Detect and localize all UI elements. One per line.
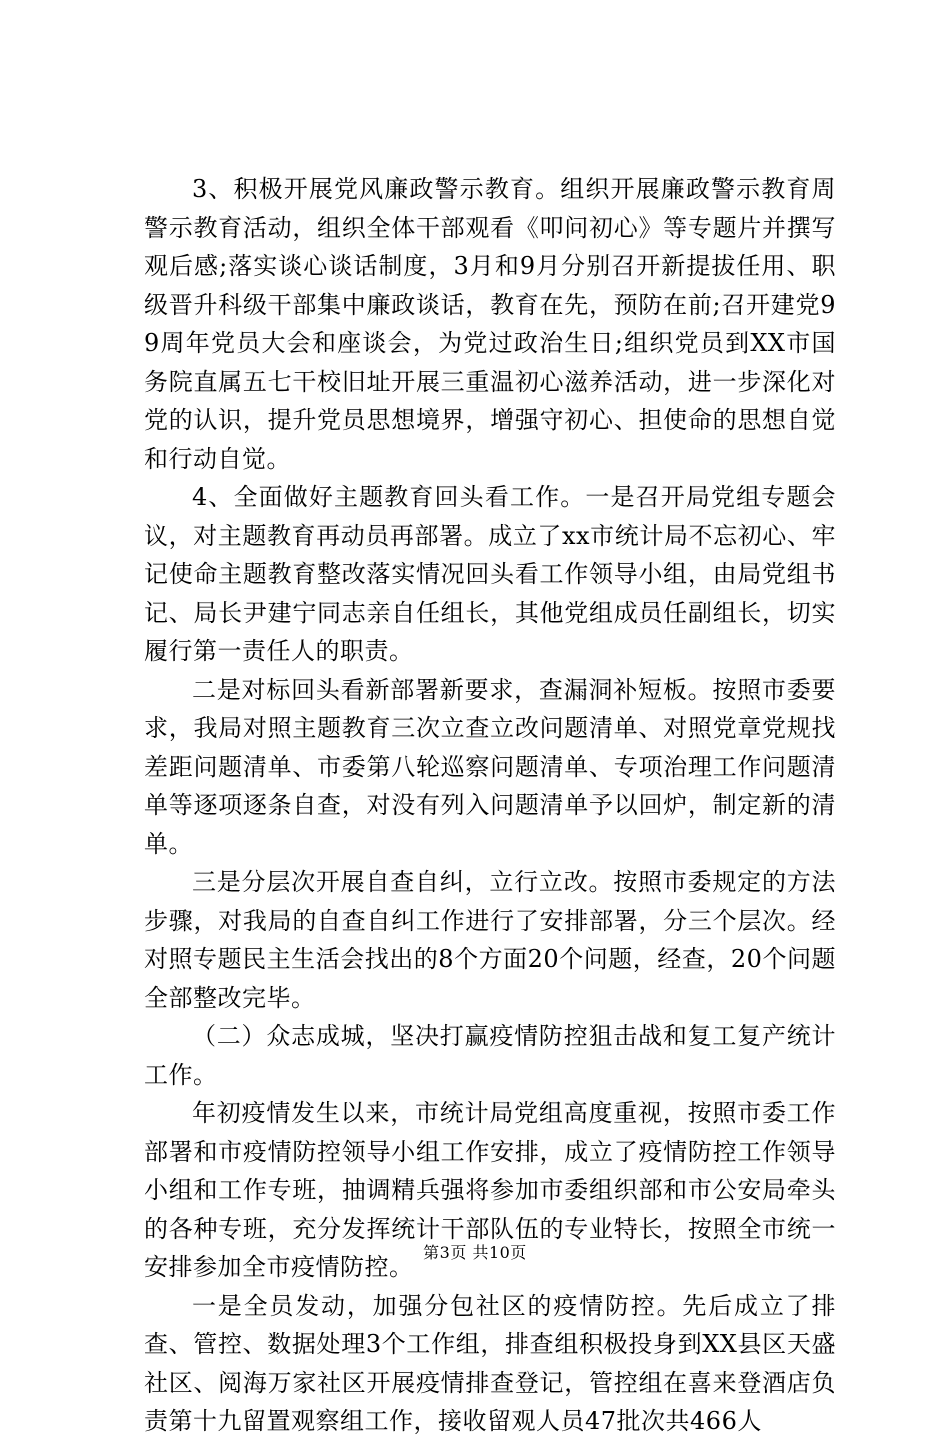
paragraph-epidemic-overview: 年初疫情发生以来，市统计局党组高度重视，按照市委工作部署和市疫情防控领导小组工作安排，成立了疫情防控工作领导小组和工作专班，抽调精兵强将参加市委组织部和市公安局牵头的各种专班，充分发挥统计干部队伍的专业特长，按照全市统一安排参加全市疫情防控。 — [144, 1099, 836, 1281]
paragraph-self-inspection: 三是分层次开展自查自纠，立行立改。按照市委规定的方法步骤，对我局的自查自纠工作进行了安排部署，分三个层次。经对照专题民主生活会找出的8个方面20个问题，经查，20个问题全部整改完毕。 — [144, 868, 836, 1012]
page-number: 第3页 共10页 — [423, 1243, 527, 1262]
paragraph-warning-education: 3、积极开展党风廉政警示教育。组织开展廉政警示教育周警示教育活动，组织全体干部观看《叩问初心》等专题片并撰写观后感;落实谈心谈话制度，3月和9月分别召开新提拔任用、职级晋升科级干部集中廉政谈话，教育在先，预防在前;召开建党99周年党员大会和座谈会，为党过政治生日;组织党员到XX市国务院直属五七干校旧址开展三重温初心滋养活动，进一步深化对党的认识，提升党员思想境界，增强守初心、担使命的思想自觉和行动自觉。 — [144, 175, 836, 473]
paragraph-community-control: 一是全员发动，加强分包社区的疫情防控。先后成立了排查、管控、数据处理3个工作组，排查组积极投身到XX县区天盛社区、阅海万家社区开展疫情排查登记，管控组在喜来登酒店负责第十九留置观察组工作，接收留观人员47批次共466人 — [144, 1291, 836, 1435]
paragraph-theme-education-review: 4、全面做好主题教育回头看工作。一是召开局党组专题会议，对主题教育再动员再部署。成立了xx市统计局不忘初心、牢记使命主题教育整改落实情况回头看工作领导小组，由局党组书记、局长尹建宁同志亲自任组长，其他党组成员任副组长，切实履行第一责任人的职责。 — [144, 483, 836, 665]
paragraph-benchmark-review: 二是对标回头看新部署新要求，查漏洞补短板。按照市委要求，我局对照主题教育三次立查立改问题清单、对照党章党规找差距问题清单、市委第八轮巡察问题清单、专项治理工作问题清单等逐项逐条自查，对没有列入问题清单予以回炉，制定新的清单。 — [144, 675, 836, 858]
section-heading-epidemic: （二）众志成城，坚决打赢疫情防控狙击战和复工复产统计工作。 — [144, 1022, 836, 1089]
